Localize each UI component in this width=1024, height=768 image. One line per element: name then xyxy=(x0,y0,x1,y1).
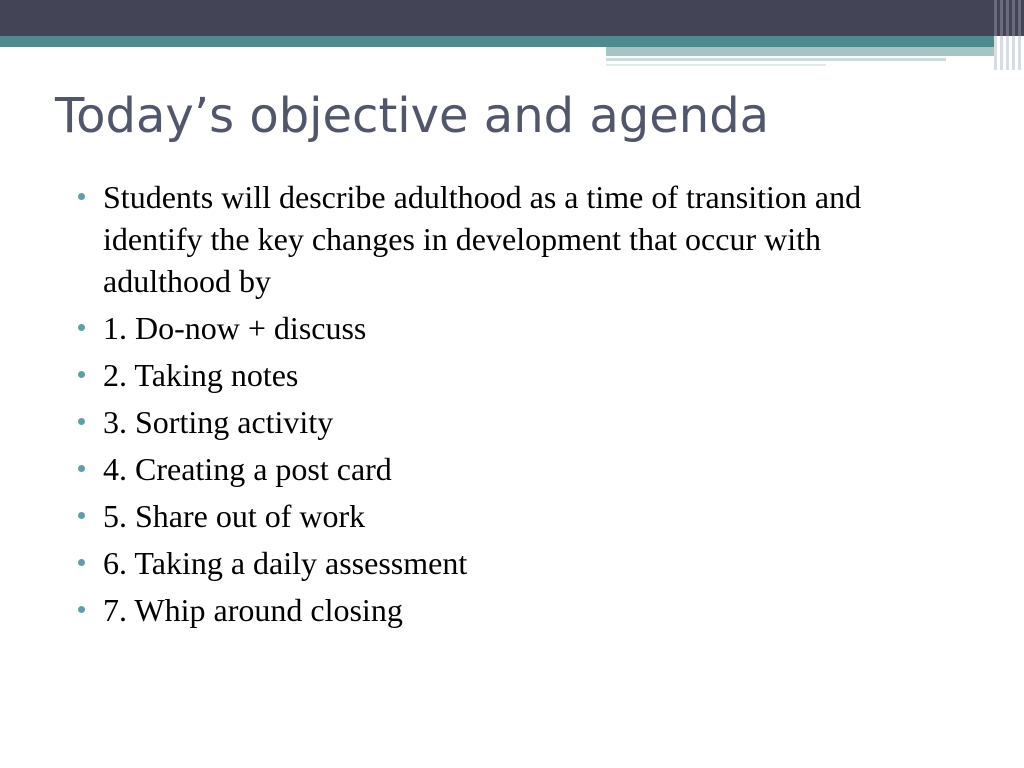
bullet-icon xyxy=(78,193,85,200)
bullet-text: 3. Sorting activity xyxy=(103,404,334,440)
bullet-icon xyxy=(78,559,85,566)
bullet-icon xyxy=(78,606,85,613)
list-item xyxy=(78,542,928,584)
bullet-text: 6. Taking a daily assessment xyxy=(103,545,468,581)
header-accent-line xyxy=(606,58,946,61)
bullet-text: 1. Do-now + discuss xyxy=(103,310,367,346)
slide-title: Today’s objective and agenda xyxy=(55,88,770,144)
bullet-icon xyxy=(78,465,85,472)
bullet-text: 7. Whip around closing xyxy=(103,592,403,628)
bullet-icon xyxy=(78,371,85,378)
bullet-icon xyxy=(78,324,85,331)
header-band-teal xyxy=(0,36,1024,47)
bullet-icon xyxy=(78,512,85,519)
header-band-light xyxy=(606,47,1024,56)
list-item xyxy=(78,176,928,302)
list-item xyxy=(78,448,928,490)
bullet-list xyxy=(78,176,928,636)
bullet-text: Students will describe adulthood as a time of transition and identify the key changes in development that occur with adulthood by xyxy=(103,179,862,299)
bullet-text: 4. Creating a post card xyxy=(103,451,392,487)
bullet-text: 2. Taking notes xyxy=(103,357,299,393)
header-band-dark xyxy=(0,0,1024,36)
list-item xyxy=(78,495,928,537)
bullet-text: 5. Share out of work xyxy=(103,498,366,534)
list-item xyxy=(78,401,928,443)
bullet-icon xyxy=(78,418,85,425)
header-accent-line-short xyxy=(606,64,826,66)
list-item xyxy=(78,589,928,631)
list-item xyxy=(78,354,928,396)
list-item xyxy=(78,307,928,349)
header-stripes-dark xyxy=(994,0,1024,36)
